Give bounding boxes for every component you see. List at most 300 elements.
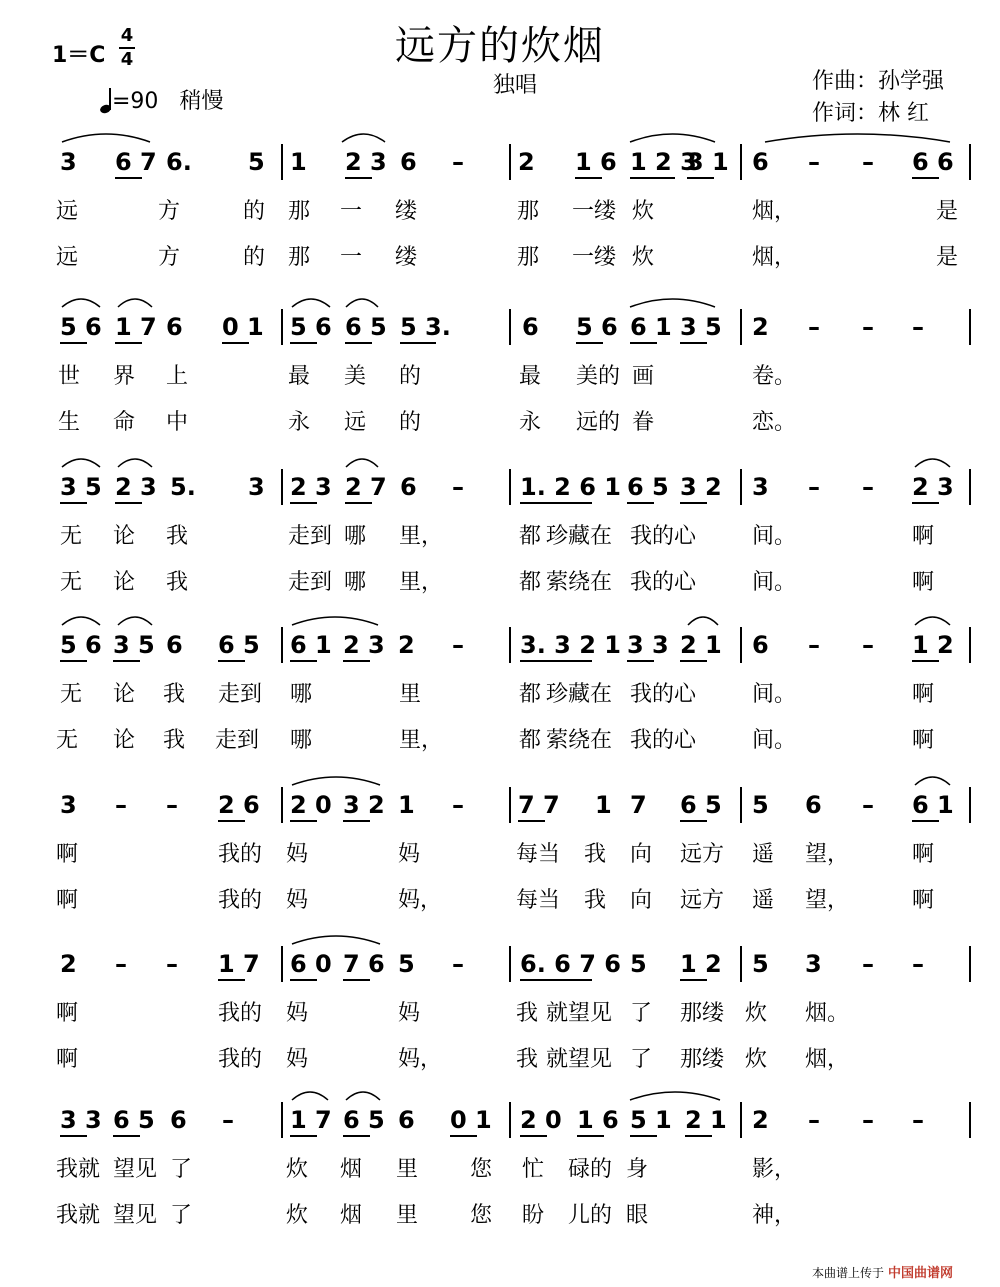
note-group: 1 2	[912, 631, 954, 659]
note-group: 6 1	[912, 791, 954, 819]
lyric-syllable: 炊	[745, 1047, 768, 1072]
footer-text: 本曲谱上传于	[812, 1266, 885, 1280]
slur-arc	[62, 459, 100, 467]
note-group: 2 3	[912, 473, 954, 501]
lyric-syllable: 珍藏在	[546, 682, 613, 707]
note-group: 2 3	[290, 473, 332, 501]
slur-arc	[765, 134, 950, 142]
lyric-syllable: 我	[516, 1047, 539, 1072]
note-group: 3	[248, 473, 265, 501]
lyric-syllable: 我	[166, 524, 189, 549]
lyric-syllable: 炊	[632, 199, 655, 224]
note-group: 3 1	[687, 148, 729, 176]
lyric-syllable: 妈	[398, 842, 421, 867]
lyric-syllable: 远	[344, 410, 367, 435]
lyric-syllable: 啊	[56, 842, 79, 867]
note-group: 1 7	[115, 313, 157, 341]
note-group: 6.	[166, 148, 192, 176]
lyric-syllable: 那	[517, 245, 540, 270]
lyric-syllable: 走到	[288, 524, 333, 549]
slur-arc	[118, 617, 152, 625]
lyric-syllable: 哪	[290, 682, 313, 707]
lyric-syllable: 那缕	[680, 1047, 725, 1072]
lyric-syllable: 卷。	[752, 364, 797, 389]
slur-arc	[630, 299, 715, 307]
score-system	[56, 144, 970, 270]
note-group: 2 0	[290, 791, 332, 819]
note-group: 3 5	[680, 313, 722, 341]
lyric-syllable: 走到	[288, 570, 333, 595]
lyric-syllable: 忙	[522, 1157, 545, 1182]
lyric-syllable: 我的	[218, 842, 263, 867]
lyric-syllable: 眷	[632, 410, 655, 435]
lyric-syllable: 里	[399, 682, 422, 707]
slur-arc	[630, 1092, 720, 1100]
note-group: –	[222, 1106, 234, 1134]
lyric-syllable: 我的	[218, 1001, 263, 1026]
note-group: 7 7	[518, 791, 560, 819]
lyric-syllable: 望见	[113, 1203, 158, 1228]
lyric-syllable: 缕	[395, 199, 418, 224]
note-group: 2 3	[345, 148, 387, 176]
slur-arc	[118, 299, 152, 307]
lyric-syllable: 我的心	[630, 570, 697, 595]
lyric-syllable: 每当	[516, 888, 561, 913]
lyric-syllable: 里	[396, 1203, 419, 1228]
note-group: 1. 2 6 1	[520, 473, 621, 501]
note-group: 5	[752, 791, 769, 819]
lyric-syllable: 画	[632, 364, 655, 389]
note-group: 1 2 3	[630, 148, 697, 176]
note-group: 0 1	[450, 1106, 492, 1134]
lyric-syllable: 烟，	[805, 1047, 850, 1072]
note-group: 6 5	[627, 473, 669, 501]
lyric-syllable: 碌的	[568, 1157, 613, 1182]
note-group: 6 1	[290, 631, 332, 659]
note-group: –	[862, 148, 874, 176]
lyric-syllable: 间。	[752, 524, 797, 549]
note-group: 6 1	[630, 313, 672, 341]
lyric-syllable: 就望见	[546, 1047, 613, 1072]
lyric-syllable: 烟	[340, 1157, 363, 1182]
lyric-syllable: 影，	[752, 1157, 797, 1182]
lyric-syllable: 烟	[340, 1203, 363, 1228]
lyric-syllable: 啊	[56, 1001, 79, 1026]
note-group: 2 0	[520, 1106, 562, 1134]
lyric-syllable: 里，	[399, 728, 444, 753]
lyric-syllable: 我	[516, 1001, 539, 1026]
lyric-syllable: 望，	[805, 842, 850, 867]
note-group: –	[808, 148, 820, 176]
lyric-syllable: 向	[630, 888, 653, 913]
note-group: 6	[166, 313, 183, 341]
lyric-syllable: 您	[470, 1157, 493, 1182]
lyric-syllable: 走到	[218, 682, 263, 707]
lyric-syllable: 远方	[680, 842, 725, 867]
slur-arc	[630, 134, 715, 142]
slur-arc	[346, 459, 378, 467]
lyric-syllable: 炊	[745, 1001, 768, 1026]
score-system	[56, 1102, 970, 1228]
slur-arc	[62, 299, 100, 307]
lyric-syllable: 远方	[680, 888, 725, 913]
lyric-syllable: 啊	[56, 1047, 79, 1072]
lyric-syllable: 我	[584, 888, 607, 913]
lyric-syllable: 啊	[912, 728, 935, 753]
lyric-syllable: 哪	[290, 728, 313, 753]
note-group: 6	[522, 313, 539, 341]
score-system	[56, 946, 970, 1072]
lyric-syllable: 妈	[398, 1001, 421, 1026]
score-system	[60, 469, 970, 595]
lyric-syllable: 我	[584, 842, 607, 867]
note-group: 1 7	[290, 1106, 332, 1134]
lyric-syllable: 命	[113, 410, 136, 435]
note-group: 1 6	[577, 1106, 619, 1134]
lyric-syllable: 的	[243, 245, 266, 270]
lyric-syllable: 就望见	[546, 1001, 613, 1026]
lyric-syllable: 间。	[752, 682, 797, 707]
time-signature-bottom: 4	[120, 49, 134, 70]
note-group: 5	[398, 950, 415, 978]
lyric-syllable: 炊	[632, 245, 655, 270]
lyric-syllable: 论	[113, 728, 136, 753]
lyric-syllable: 最	[288, 364, 311, 389]
slur-arc	[292, 617, 378, 625]
note-group: 3 2	[680, 473, 722, 501]
tempo-value: =90	[112, 89, 159, 114]
note-group: –	[912, 950, 924, 978]
note-group: 2	[518, 148, 535, 176]
note-group: 5	[630, 950, 647, 978]
lyric-syllable: 我的心	[630, 682, 697, 707]
note-group: 1	[398, 791, 415, 819]
composer-credit: 作曲：孙学强	[812, 69, 945, 94]
lyric-syllable: 望见	[113, 1157, 158, 1182]
lyric-syllable: 那	[288, 199, 311, 224]
lyric-syllable: 间。	[752, 570, 797, 595]
note-group: 3 2	[343, 791, 385, 819]
lyric-syllable: 每当	[516, 842, 561, 867]
lyric-syllable: 啊	[912, 842, 935, 867]
lyric-syllable: 都	[519, 728, 542, 753]
lyric-syllable: 的	[243, 199, 266, 224]
slur-arc	[292, 936, 380, 944]
note-group: –	[808, 1106, 820, 1134]
lyric-syllable: 了	[630, 1047, 653, 1072]
note-group: –	[862, 950, 874, 978]
note-group: 6 5	[343, 1106, 385, 1134]
note-group: 5 3.	[400, 313, 451, 341]
tempo-expression: 稍慢	[179, 89, 224, 114]
lyric-syllable: 无	[60, 682, 83, 707]
note-group: 6	[752, 148, 769, 176]
lyric-syllable: 我就	[56, 1203, 101, 1228]
lyric-syllable: 我的心	[630, 728, 697, 753]
lyric-syllable: 永	[288, 410, 311, 435]
lyric-syllable: 无	[60, 570, 83, 595]
lyric-syllable: 遥	[752, 842, 775, 867]
slur-arc	[62, 617, 100, 625]
note-group: 2	[60, 950, 77, 978]
note-group: 5 6	[576, 313, 618, 341]
note-group: 5 1	[630, 1106, 672, 1134]
note-group: 1	[595, 791, 612, 819]
note-group: 6 5	[345, 313, 387, 341]
lyric-syllable: 啊	[912, 524, 935, 549]
lyric-syllable: 哪	[344, 524, 367, 549]
note-group: 2 3	[343, 631, 385, 659]
lyric-syllable: 烟，	[752, 199, 797, 224]
note-group: 6 5	[113, 1106, 155, 1134]
lyric-syllable: 炊	[286, 1157, 309, 1182]
lyric-syllable: 儿的	[568, 1203, 613, 1228]
note-group: 2	[398, 631, 415, 659]
note-group: 1 2	[680, 950, 722, 978]
lyric-syllable: 身	[626, 1157, 649, 1182]
lyric-syllable: 盼	[522, 1203, 545, 1228]
slur-arc	[62, 134, 150, 142]
lyric-syllable: 遥	[752, 888, 775, 913]
lyric-syllable: 神，	[752, 1203, 797, 1228]
note-group: 2	[752, 313, 769, 341]
lyric-syllable: 我的心	[630, 524, 697, 549]
lyric-syllable: 妈	[286, 1001, 309, 1026]
note-group: 5.	[170, 473, 196, 501]
note-group: 6 7	[115, 148, 157, 176]
key-signature: 1＝C	[52, 43, 106, 68]
lyric-syllable: 了	[630, 1001, 653, 1026]
lyric-syllable: 都	[519, 570, 542, 595]
footer	[812, 1262, 953, 1281]
lyric-syllable: 美的	[576, 364, 621, 389]
lyric-syllable: 最	[519, 364, 542, 389]
lyric-syllable: 间。	[752, 728, 797, 753]
lyric-syllable: 我就	[56, 1157, 101, 1182]
lyric-syllable: 一缕	[572, 199, 617, 224]
note-group: 6	[170, 1106, 187, 1134]
lyric-syllable: 那	[288, 245, 311, 270]
lyric-syllable: 妈，	[398, 1047, 443, 1072]
slur-arc	[915, 459, 950, 467]
slur-arc	[346, 1092, 380, 1100]
note-group: 3 5	[60, 473, 102, 501]
note-group: 6 5	[218, 631, 260, 659]
note-group: 3 3	[60, 1106, 102, 1134]
note-group: –	[115, 950, 127, 978]
note-group: –	[452, 791, 464, 819]
note-group: 1	[290, 148, 307, 176]
note-group: 5 6	[290, 313, 332, 341]
lyric-syllable: 萦绕在	[546, 728, 613, 753]
site-logo: 中国曲谱网	[888, 1266, 954, 1281]
lyric-syllable: 了	[170, 1203, 193, 1228]
lyric-syllable: 的	[399, 364, 422, 389]
lyric-syllable: 是	[936, 245, 959, 270]
note-group: –	[912, 313, 924, 341]
note-group: –	[808, 473, 820, 501]
note-group: 2 7	[345, 473, 387, 501]
note-group: –	[166, 950, 178, 978]
note-group: –	[808, 631, 820, 659]
lyric-syllable: 啊	[912, 888, 935, 913]
lyric-syllable: 一	[340, 245, 363, 270]
note-group: 2 1	[680, 631, 722, 659]
lyric-syllable: 您	[470, 1203, 493, 1228]
lyric-syllable: 一缕	[572, 245, 617, 270]
lyric-syllable: 中	[166, 410, 189, 435]
lyric-syllable: 那	[517, 199, 540, 224]
lyric-syllable: 生	[58, 410, 81, 435]
note-group: 6 0	[290, 950, 332, 978]
lyric-syllable: 里	[396, 1157, 419, 1182]
slur-arc	[292, 299, 330, 307]
slur-arc	[118, 459, 152, 467]
lyric-syllable: 上	[166, 364, 189, 389]
lyric-syllable: 方	[158, 199, 181, 224]
lyric-syllable: 烟。	[805, 1001, 850, 1026]
lyric-syllable: 远的	[576, 410, 621, 435]
lyric-syllable: 是	[936, 199, 959, 224]
note-group: –	[166, 791, 178, 819]
lyric-syllable: 妈	[286, 1047, 309, 1072]
lyric-syllable: 美	[344, 364, 367, 389]
score-system	[56, 787, 970, 913]
lyric-syllable: 妈	[286, 888, 309, 913]
note-group: 5 6	[60, 313, 102, 341]
lyric-syllable: 啊	[56, 888, 79, 913]
lyric-syllable: 了	[170, 1157, 193, 1182]
note-group: 6	[805, 791, 822, 819]
note-group: 2 1	[685, 1106, 727, 1134]
score-system	[56, 627, 970, 753]
time-signature-top: 4	[120, 25, 134, 46]
note-group: –	[808, 313, 820, 341]
note-group: 3	[752, 473, 769, 501]
note-group: 7 6	[343, 950, 385, 978]
lyric-syllable: 眼	[626, 1203, 649, 1228]
lyric-syllable: 那缕	[680, 1001, 725, 1026]
lyric-syllable: 里，	[399, 524, 444, 549]
lyric-syllable: 论	[113, 524, 136, 549]
note-group: –	[862, 1106, 874, 1134]
note-group: –	[912, 1106, 924, 1134]
note-group: 3	[60, 148, 77, 176]
note-group: –	[452, 473, 464, 501]
lyric-syllable: 我的	[218, 888, 263, 913]
note-group: 6	[400, 473, 417, 501]
lyric-syllable: 远	[56, 245, 79, 270]
note-group: 3	[60, 791, 77, 819]
note-group: 6	[400, 148, 417, 176]
lyric-syllable: 珍藏在	[546, 524, 613, 549]
slur-arc	[292, 777, 380, 785]
slur-arc	[688, 617, 718, 625]
note-group: –	[862, 791, 874, 819]
lyric-syllable: 无	[56, 728, 79, 753]
note-group: 0 1	[222, 313, 264, 341]
lyric-syllable: 妈	[286, 842, 309, 867]
lyric-syllable: 里，	[399, 570, 444, 595]
lyric-syllable: 的	[399, 410, 422, 435]
slur-arc	[915, 777, 950, 785]
lyric-syllable: 方	[158, 245, 181, 270]
lyric-syllable: 论	[113, 682, 136, 707]
lyric-syllable: 恋。	[752, 410, 797, 435]
lyric-syllable: 论	[113, 570, 136, 595]
note-group: –	[115, 791, 127, 819]
note-group: 1 7	[218, 950, 260, 978]
note-group: 6 6	[912, 148, 954, 176]
lyric-syllable: 望，	[805, 888, 850, 913]
note-group: 5	[752, 950, 769, 978]
lyric-syllable: 啊	[912, 682, 935, 707]
lyric-syllable: 萦绕在	[546, 570, 613, 595]
lyric-syllable: 无	[60, 524, 83, 549]
lyric-syllable: 我	[166, 570, 189, 595]
lyric-syllable: 烟，	[752, 245, 797, 270]
lyric-syllable: 我的	[218, 1047, 263, 1072]
note-group: 3	[805, 950, 822, 978]
lyric-syllable: 世	[58, 364, 81, 389]
note-group: 2 6	[218, 791, 260, 819]
slur-arc	[915, 617, 950, 625]
lyric-syllable: 远	[56, 199, 79, 224]
lyric-syllable: 哪	[344, 570, 367, 595]
slur-arc	[342, 134, 385, 142]
lyric-syllable: 妈，	[398, 888, 443, 913]
note-group: –	[452, 950, 464, 978]
note-group: 2 3	[115, 473, 157, 501]
song-title: 远方的炊烟	[395, 23, 605, 69]
lyric-syllable: 我	[163, 728, 186, 753]
note-group: 1 6	[575, 148, 617, 176]
note-group: 3 3	[627, 631, 669, 659]
note-group: 5	[248, 148, 265, 176]
slur-arc	[346, 299, 378, 307]
note-group: 2	[752, 1106, 769, 1134]
song-subtitle: 独唱	[492, 73, 537, 98]
lyric-syllable: 都	[519, 682, 542, 707]
lyric-syllable: 永	[519, 410, 542, 435]
lyric-syllable: 向	[630, 842, 653, 867]
lyric-syllable: 我	[163, 682, 186, 707]
note-group: 6	[752, 631, 769, 659]
note-group: –	[862, 313, 874, 341]
lyric-syllable: 都	[519, 524, 542, 549]
lyric-syllable: 界	[113, 364, 136, 389]
note-group: 3 5	[113, 631, 155, 659]
note-group: 6	[398, 1106, 415, 1134]
note-group: –	[452, 631, 464, 659]
note-group: 3. 3 2 1	[520, 631, 621, 659]
note-group: 7	[630, 791, 647, 819]
note-group: –	[862, 473, 874, 501]
lyric-syllable: 一	[340, 199, 363, 224]
note-group: 6. 6 7 6	[520, 950, 621, 978]
score-system	[58, 309, 970, 435]
note-group: 6	[166, 631, 183, 659]
lyricist-credit: 作词：林 红	[812, 101, 929, 126]
lyric-syllable: 炊	[286, 1203, 309, 1228]
lyric-syllable: 走到	[215, 728, 260, 753]
lyric-syllable: 缕	[395, 245, 418, 270]
slur-arc	[292, 1092, 328, 1100]
note-group: 6 5	[680, 791, 722, 819]
note-group: –	[452, 148, 464, 176]
note-group: 5 6	[60, 631, 102, 659]
lyric-syllable: 啊	[912, 570, 935, 595]
